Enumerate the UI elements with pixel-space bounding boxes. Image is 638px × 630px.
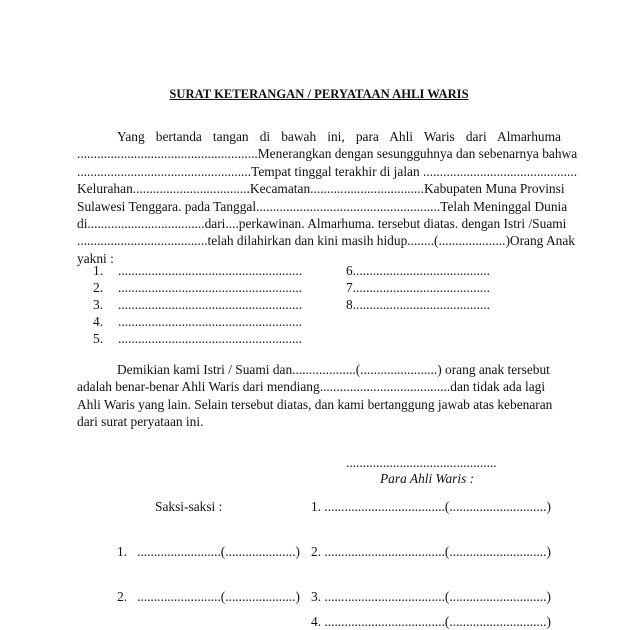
closing-line: adalah benar-benar Ahli Waris dari mendiang.......................................dan tidak ada lagi [77, 379, 546, 395]
list-item: 5. ....................................................... [93, 331, 303, 346]
closing-line: dari surat peryataan ini. [77, 414, 204, 430]
closing-paragraph [77, 361, 553, 431]
children-list-left [93, 262, 302, 347]
document-title: SURAT KETERANGAN / PERYATAAN AHLI WARIS [169, 87, 469, 101]
intro-line: ......................................................Menerangkan dengan sesungguhnya dan sebenarnya bahwa [77, 146, 578, 162]
list-item: 7......................................... [346, 280, 490, 295]
children-list-right [346, 262, 490, 313]
intro-line: Yang bertanda tangan di bawah ini, para Ahli Waris dari Almarhuma [117, 129, 561, 144]
intro-paragraph [77, 128, 578, 267]
witnesses-label: Saksi-saksi : [155, 499, 223, 514]
intro-line: .......................................telah dilahirkan dan kini masih hidup........(....................)Orang Anak [77, 233, 575, 249]
closing-line: Demikian kami Istri / Suami dan...................(.......................) orang anak tersebut [117, 362, 550, 377]
heir-signature-row: 3. ....................................(.............................) [311, 589, 551, 604]
intro-line: Sulawesi Tenggara. pada Tanggal.......................................................Telah Meninggal Dunia [77, 198, 568, 214]
signature-line: ............................................. [346, 455, 497, 470]
list-item: 2. ....................................................... [93, 280, 303, 295]
intro-line: di...................................dari....perkawinan. Almarhuma. tersebut diatas. dengan Istri /Suami [77, 215, 567, 231]
closing-line: Ahli Waris yang lain. Selain tersebut diatas, dan kami bertanggung jawab atas kebenaran [77, 396, 553, 412]
witness-signature-row: 2. .........................(.....................) [117, 589, 301, 604]
heir-signature-row: 2. ....................................(.............................) [311, 544, 551, 559]
list-item: 6......................................... [346, 263, 490, 278]
signature-label: Para Ahli Waris : [380, 471, 475, 486]
intro-line: yakni : [77, 250, 114, 266]
list-item: 8......................................... [346, 297, 490, 312]
intro-line: Kelurahan...................................Kecamatan..................................Kabupaten Muna Provinsi [77, 181, 565, 197]
intro-line: ....................................................Tempat tinggal terakhir di jalan .............................................. [77, 163, 578, 179]
witness-signature-row: 1. .........................(.....................) [117, 544, 301, 559]
heir-signature-row: 1. ....................................(.............................) [311, 499, 551, 514]
list-item: 3. ....................................................... [93, 297, 303, 312]
heir-signature-row: 4. ....................................(.............................) [311, 614, 551, 629]
list-item: 1. ....................................................... [93, 263, 303, 278]
list-item: 4. ....................................................... [93, 314, 303, 329]
